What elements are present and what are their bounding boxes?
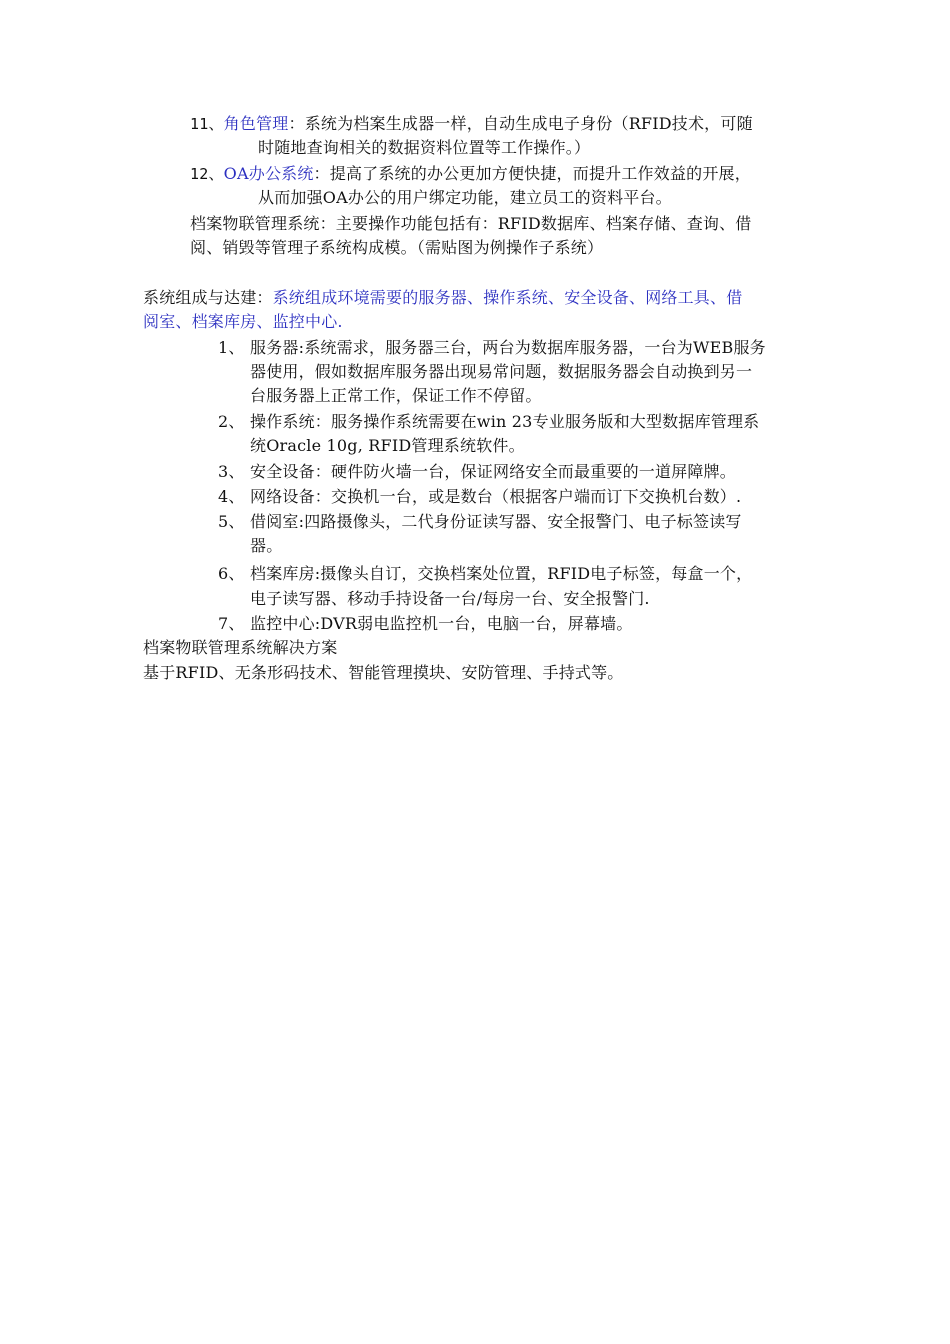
list-item-3-number: 3、: [218, 462, 245, 481]
item-11-title-link[interactable]: 角色管理: [223, 114, 289, 133]
list-item-6-line-2: 电子读写器、移动手持设备一台/每房一台、安全报警门.: [250, 589, 650, 608]
mgmt-paragraph-line-1: 档案物联管理系统：主要操作功能包括有：RFID数据库、档案存储、查询、借: [190, 214, 752, 233]
item-12-number: 12、: [190, 165, 224, 183]
list-item-7-line-1: 监控中心:DVR弱电监控机一台，电脑一台，屏幕墙。: [250, 614, 633, 633]
composition-label: 系统组成与达建：: [143, 288, 273, 307]
composition-link-2[interactable]: 阅室、档案库房、监控中心.: [143, 312, 343, 331]
item-12-line-2: 从而加强OA办公的用户绑定功能，建立员工的资料平台。: [258, 188, 672, 207]
list-item-5-number: 5、: [218, 512, 245, 531]
item-12-separator: ：: [313, 164, 330, 183]
list-item-1-line-1: 服务器:系统需求，服务器三台，两台为数据库服务器，一台为WEB服务: [250, 338, 766, 357]
item-11-text-1: 系统为档案生成器一样，自动生成电子身份（RFID技术，可随: [304, 114, 753, 133]
list-item-4-number: 4、: [218, 487, 245, 506]
item-11-number: 11、: [190, 115, 224, 133]
composition-line-2: [143, 310, 343, 334]
list-item-6-number: 6、: [218, 564, 245, 583]
item-11-line-1: [190, 112, 753, 136]
list-item-2-line-2: 统Oracle 10g, RFID管理系统软件。: [250, 436, 525, 455]
list-item-1-line-2: 器使用，假如数据库服务器出现易常问题，数据服务器会自动换到另一: [250, 362, 753, 381]
list-item-5-line-1: 借阅室:四路摄像头，二代身份证读写器、安全报警门、电子标签读写: [250, 512, 742, 531]
item-11-line-2: 时随地查询相关的数据资料位置等工作操作。）: [258, 138, 591, 157]
list-item-3-line-1: 安全设备：硬件防火墙一台，保证网络安全而最重要的一道屏障牌。: [250, 462, 737, 481]
list-item-5-line-2: 器。: [250, 536, 283, 555]
list-item-4-line-1: 网络设备：交换机一台，或是数台（根据客户端而订下交换机台数）.: [250, 487, 742, 506]
item-11-separator: ：: [288, 114, 305, 133]
mgmt-paragraph-line-2: 阅、销毁等管理子系统构成模。（需贴图为例操作子系统）: [190, 238, 604, 257]
composition-link-1[interactable]: 系统组成环境需要的服务器、操作系统、安全设备、网络工具、借: [272, 288, 743, 307]
list-item-1-line-3: 台服务器上正常工作，保证工作不停留。: [250, 386, 542, 405]
solution-title: 档案物联管理系统解决方案: [143, 638, 338, 657]
composition-line-1: [143, 286, 742, 310]
list-item-2-number: 2、: [218, 412, 245, 431]
item-12-text-1: 提高了系统的办公更加方便快捷，而提升工作效益的开展，: [329, 164, 751, 183]
item-12-title-link[interactable]: OA办公系统: [223, 164, 314, 183]
list-item-1-number: 1、: [218, 338, 245, 357]
item-12-line-1: [190, 162, 751, 186]
list-item-6-line-1: 档案库房:摄像头自订，交换档案处位置，RFID电子标签，每盒一个，: [250, 564, 753, 583]
list-item-2-line-1: 操作系统：服务操作系统需要在win 23专业服务版和大型数据库管理系: [250, 412, 760, 431]
solution-text: 基于RFID、无条形码技术、智能管理摸块、安防管理、手持式等。: [143, 663, 624, 682]
list-item-7-number: 7、: [218, 614, 245, 633]
